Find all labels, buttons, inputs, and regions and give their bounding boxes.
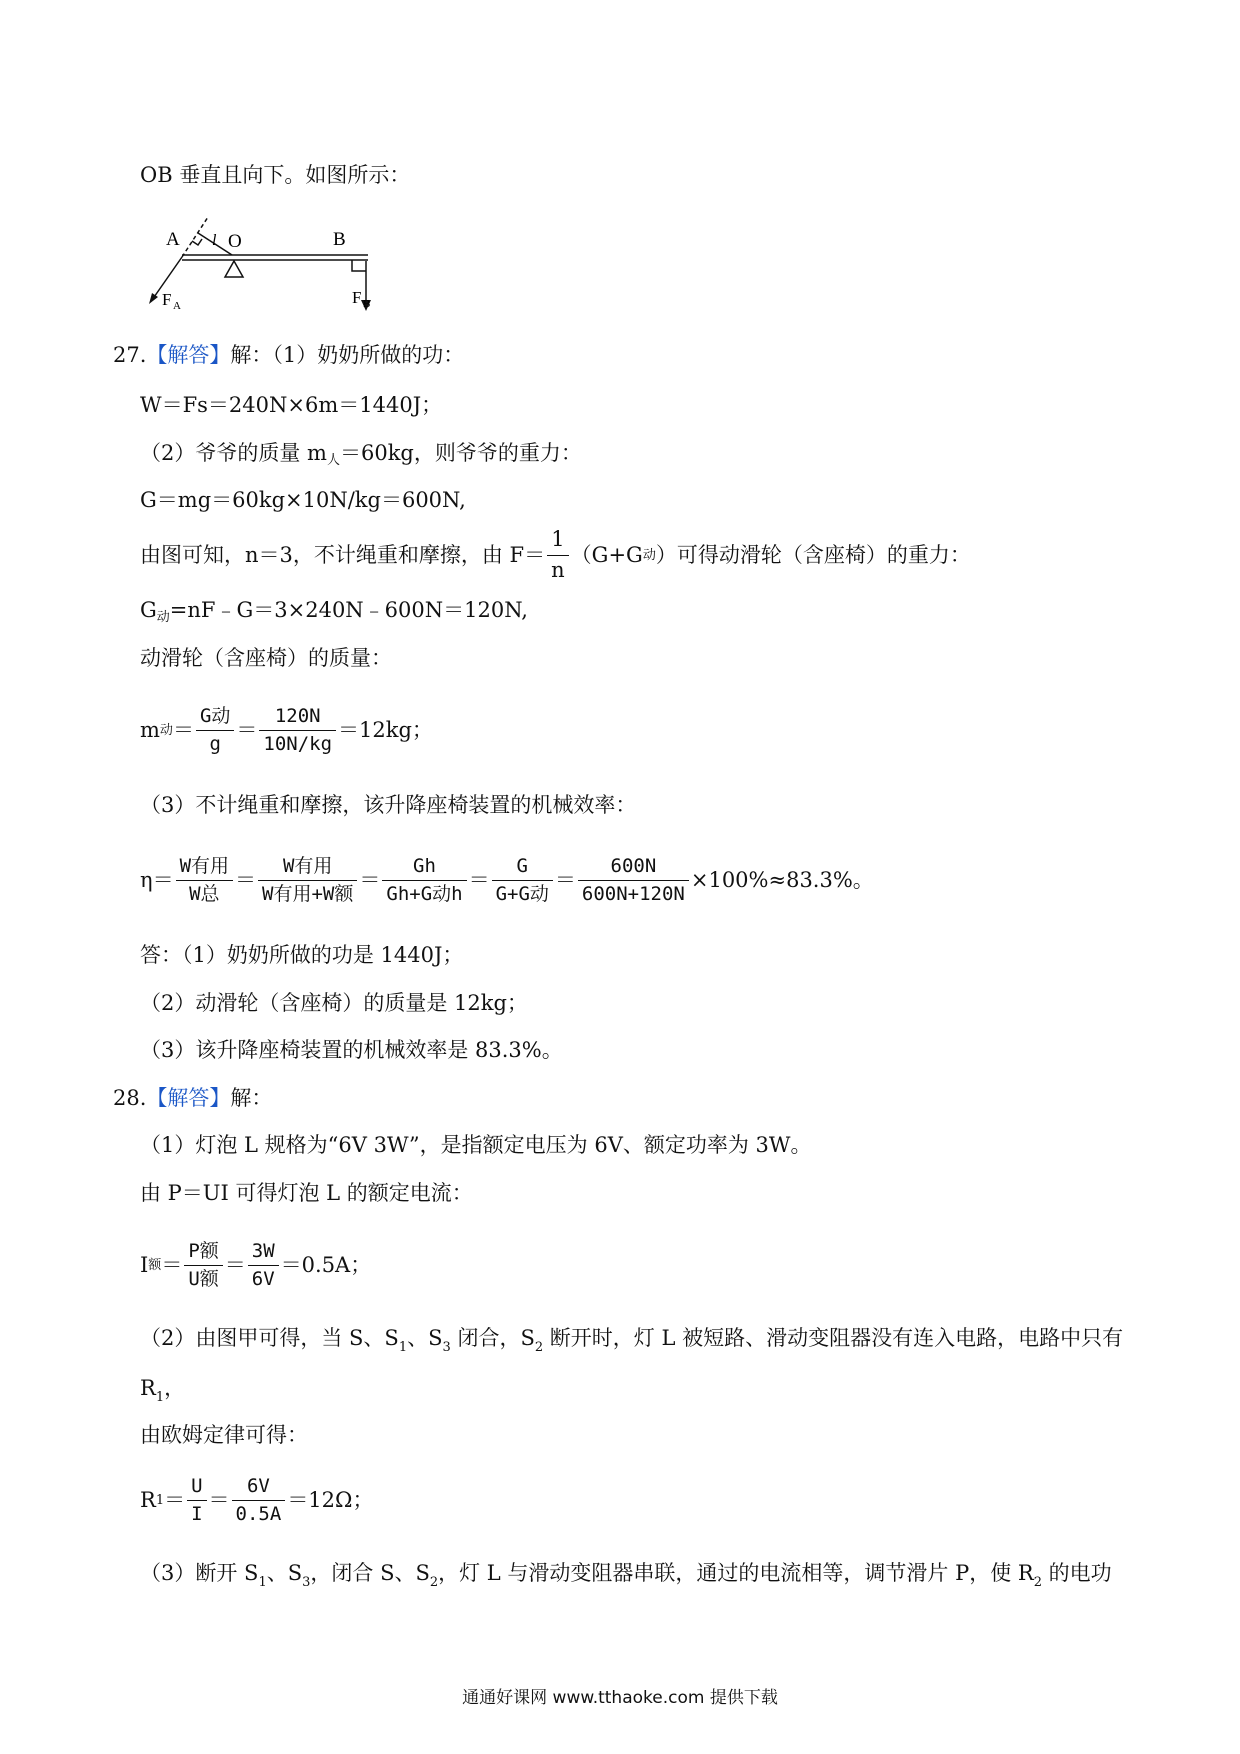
q27-gravity: G＝mg＝60kg×10N/kg＝600N, [140, 488, 466, 512]
label-a: A [166, 229, 180, 250]
label-fb-sub: B [363, 298, 371, 310]
q28-spec: （1）灯泡 L 规格为“6V 3W”，是指额定电压为 6V、额定功率为 3W。 [140, 1133, 812, 1157]
label-fb: F [352, 288, 362, 307]
label-l: l [212, 232, 217, 249]
q27-head: 解：（1）奶奶所做的功： [230, 343, 465, 367]
q27-efficiency-formula: η＝ $\frac{\text{W有用}}{\text{W总}}$ ＝ $\frac{\text{W有用}}{\text{W有用+W额}}$ ＝ $\frac{Gh}{\text{Gh+G动h}}$ ＝ $\frac{G}{\text{G+G动}}$ ＝ $\frac{600N}{600N+120N}$ ×100%≈83.3%。 [140, 854, 874, 905]
q28-ohm: 由欧姆定律可得： [140, 1423, 308, 1447]
q28-part3: （3）断开 $S_1$、$S_3$，闭合 S、$S_2$，灯 L 与滑动变阻器串联，通过的电流相等，调节滑片 P，使 $R_2$ 的电功 [140, 1561, 1112, 1590]
q28-current-formula: I 额 ＝ $\frac{\text{P额}}{\text{U额}}$ ＝ $\frac{3W}{6V}$ ＝0.5A； [140, 1239, 372, 1290]
q27-efficiency-label: （3）不计绳重和摩擦，该升降座椅装置的机械效率： [140, 793, 637, 817]
q28-heading [113, 1088, 272, 1109]
lever-diagram [140, 205, 400, 315]
q28-tag: 【解答】 [146, 1086, 231, 1110]
intro-line: OB 垂直且向下。如图所示： [140, 163, 411, 187]
q27-number: 27. [113, 343, 147, 367]
q27-work: W＝Fs＝240N×6m＝1440J； [140, 393, 443, 417]
q28-resistance-formula: R 1 ＝ $\frac{U}{I}$ ＝ $\frac{6V}{0.5A}$ ＝12Ω； [140, 1474, 374, 1525]
label-fa-sub: A [173, 300, 181, 312]
page-footer: 通通好课网 www.tthaoke.com 提供下载 [462, 1688, 778, 1708]
q27-heading [113, 345, 464, 366]
q27-answer-1: 答：（1）奶奶所做的功是 1440J； [140, 943, 464, 967]
q28-r1-line: $R_1$， [140, 1376, 186, 1405]
q27-mass-line: （2）爷爷的质量 $m_人=60kg$，则爷爷的重力： [140, 441, 582, 468]
q27-mass-formula: m 动 ＝ $\frac{\text{G动}}{g}$ ＝ $\frac{120N}{10N/kg}$ ＝12kg； [140, 704, 433, 755]
q27-gdyn: $G_动=nF﹣G=3\times 240N﹣600N=120N$, [140, 598, 528, 625]
q28-number: 28. [113, 1086, 147, 1110]
fraction-1-over-n: $\frac{1}{n}$ [547, 528, 569, 581]
label-o: O [228, 231, 242, 252]
q28-part2: （2）由图甲可得，当 S、$S_1$、$S_3$ 闭合，$S_2$ 断开时，灯 L 被短路、滑动变阻器没有连入电路，电路中只有 [140, 1326, 1124, 1355]
q28-head: 解： [230, 1086, 273, 1110]
q27-answer-3: （3）该升降座椅装置的机械效率是 83.3%。 [140, 1038, 563, 1062]
q28-from-p: 由 P＝UI 可得灯泡 L 的额定电流： [140, 1181, 473, 1205]
q27-answer-2: （2）动滑轮（含座椅）的质量是 12kg； [140, 991, 528, 1015]
fulcrum-triangle [225, 261, 243, 277]
label-fa: F [162, 290, 172, 309]
q27-pulley-mass-label: 动滑轮（含座椅）的质量： [140, 646, 392, 670]
q27-tag: 【解答】 [146, 343, 231, 367]
q27-from-figure: 由图可知，n＝3，不计绳重和摩擦，由 F＝ $\frac{1}{n}$ （G+G 动 ）可得动滑轮（含座椅）的重力： [140, 527, 971, 582]
label-b: B [333, 229, 346, 250]
